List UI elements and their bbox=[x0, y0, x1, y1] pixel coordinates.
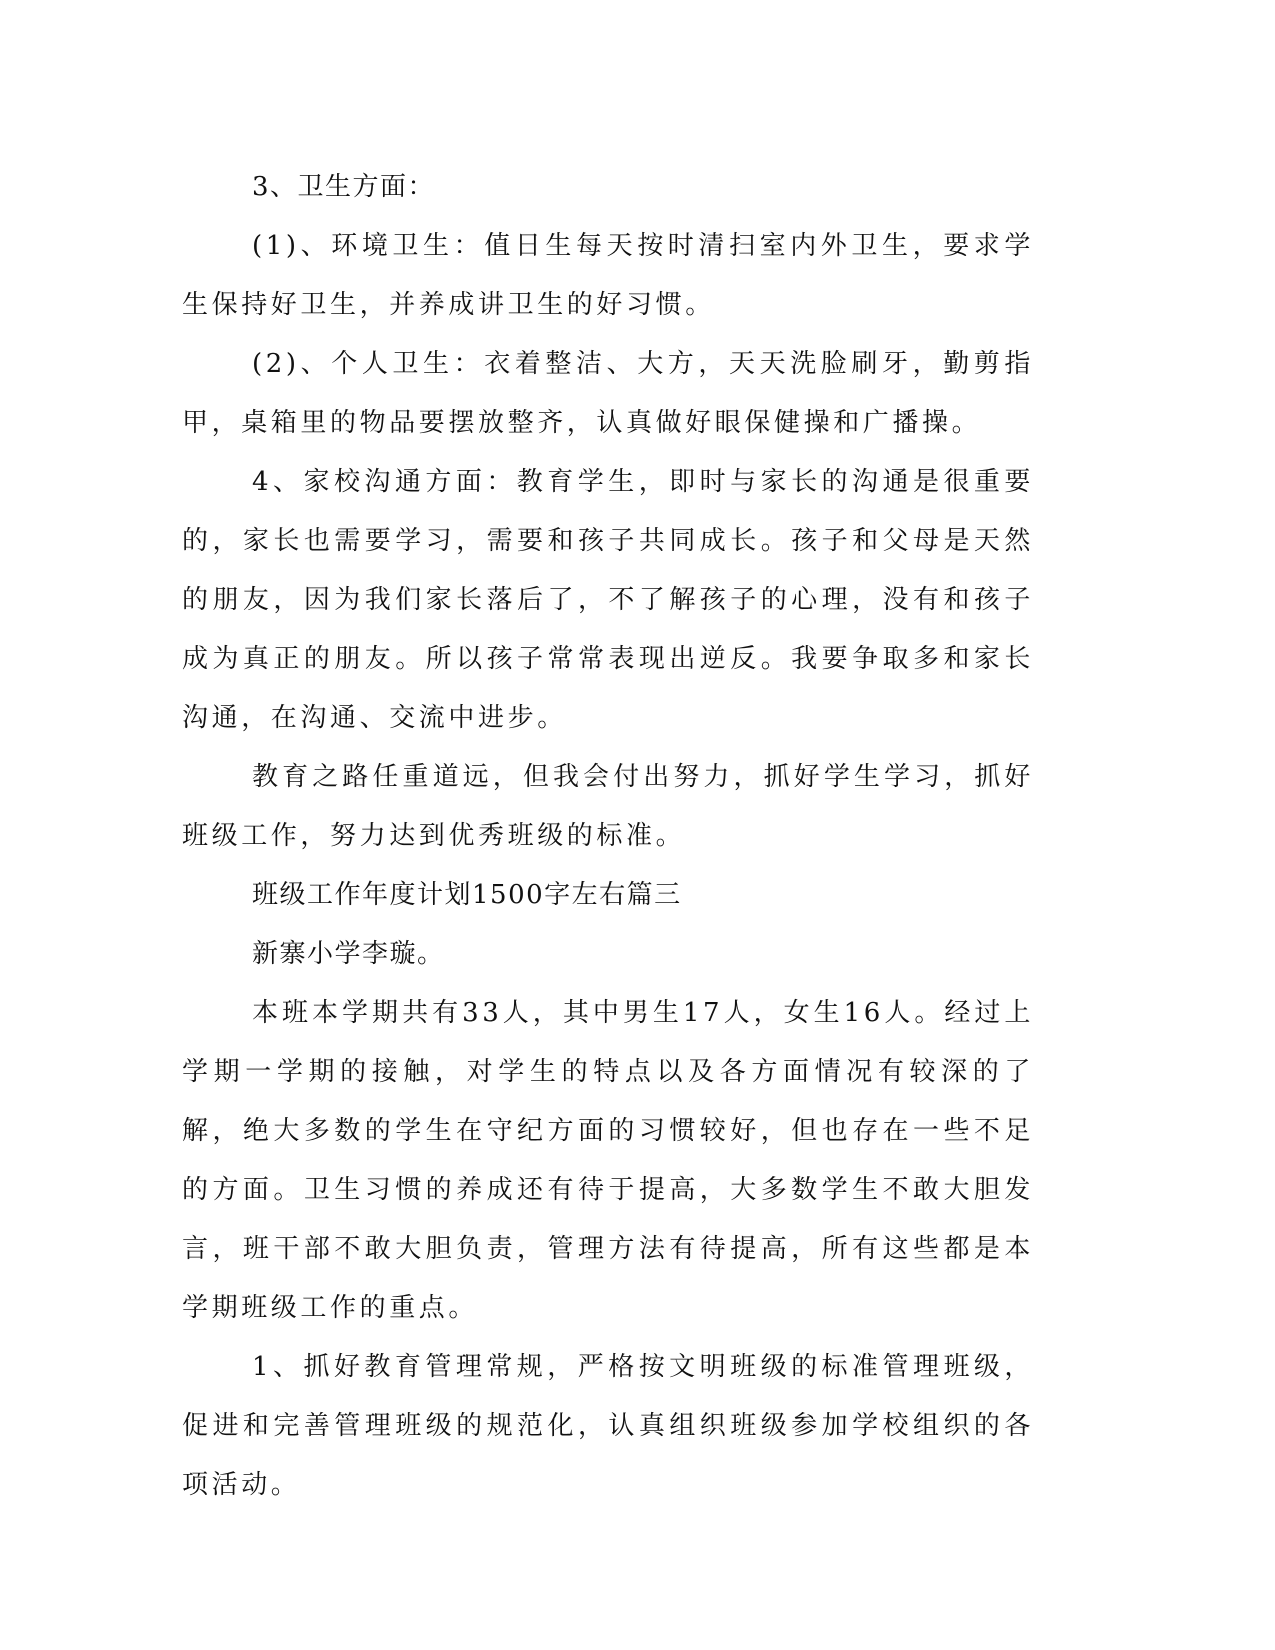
author-line: 新寨小学李璇。 bbox=[252, 939, 445, 969]
paragraph-home-school-communication: 4、家校沟通方面：教育学生，即时与家长的沟通是很重要的，家长也需要学习，需要和孩子共同成长。孩子和父母是天然的朋友，因为我们家长落后了，不了解孩子的心理，没有和孩子成为真正的朋友。所以孩子常常表现出逆反。我要争取多和家长沟通，在沟通、交流中进步。 bbox=[182, 467, 1034, 733]
paragraph-environment-hygiene: (1)、环境卫生：值日生每天按时清扫室内外卫生，要求学生保持好卫生，并养成讲卫生的好习惯。 bbox=[182, 231, 1034, 320]
paragraph-class-overview: 本班本学期共有33人，其中男生17人，女生16人。经过上学期一学期的接触，对学生的特点以及各方面情况有较深的了解，绝大多数的学生在守纪方面的习惯较好，但也存在一些不足的方面。卫生习惯的养成还有待于提高，大多数学生不敢大胆发言，班干部不敢大胆负责，管理方法有待提高，所有这些都是本学期班级工作的重点。 bbox=[182, 998, 1034, 1323]
paragraph-management-routine: 1、抓好教育管理常规，严格按文明班级的标准管理班级，促进和完善管理班级的规范化，认真组织班级参加学校组织的各项活动。 bbox=[182, 1352, 1034, 1500]
section-heading-hygiene: 3、卫生方面： bbox=[252, 172, 436, 202]
document-body bbox=[182, 158, 1034, 1515]
paragraph-education-road: 教育之路任重道远，但我会付出努力，抓好学生学习，抓好班级工作，努力达到优秀班级的标准。 bbox=[182, 762, 1034, 851]
article-title: 班级工作年度计划1500字左右篇三 bbox=[252, 880, 682, 910]
paragraph-personal-hygiene: (2)、个人卫生：衣着整洁、大方，天天洗脸刷牙，勤剪指甲，桌箱里的物品要摆放整齐，认真做好眼保健操和广播操。 bbox=[182, 349, 1034, 438]
